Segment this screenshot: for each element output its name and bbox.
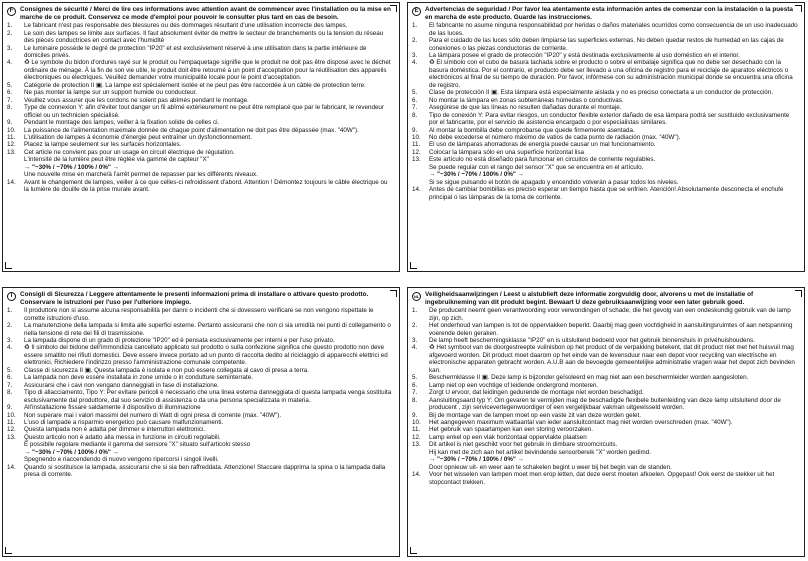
crop-mark [410,262,417,269]
instruction-item [412,22,799,37]
instruction-list [408,307,804,486]
item-number: 11. [412,426,421,434]
item-text: Il produttore non si assume alcuna responsabilità per danni o incidenti che si dovessero verificare se non vengono rispettate le corrette istruzioni d'uso. [24,307,374,322]
instruction-item [412,441,799,471]
item-text: Voor het wisselen van lampen moet men erop letten, dat deze eerst moeten afkoelen. Opgepast! Ook eerst de stekker uit het stopcontact trekken. [429,471,775,486]
item-number: 4. [412,59,418,67]
instruction-item [7,149,394,179]
instruction-item [7,134,394,141]
item-text: Pendant le montage des lampes, veiller à la fixation solide de celles ci. [24,119,220,127]
item-text: L'uso di lampade a risparmio energetico può causare malfunzionamenti. [24,418,224,426]
item-text: Het aangegeven maximum wattaantal van ieder aansluitcontact mag niet worden overschreden (max. "40W"). [429,418,733,426]
item-number: 4. [7,344,13,352]
instruction-item [412,434,799,441]
instruction-item [412,389,799,396]
instruction-item [7,404,394,411]
instruction-item [7,374,394,381]
item-text: El fabricante no asume ninguna responsabilidad por heridas o daños materiales ocurridos como consecuencia de un uso inadecuado de las luces. [429,22,798,37]
panel-spanish-safety [407,2,805,272]
item-number: 2. [7,322,13,330]
item-subtext: Se puede regular con el rango del sensor "X" que se encuentra en el artículo. [429,163,644,171]
item-text: La lámpara posee el grado de protección "IP20" y está destinada exclusivamente al uso doméstico en el interior. [429,52,740,59]
instruction-item [7,104,394,119]
crop-mark [795,5,802,12]
item-number: 4. [7,59,13,67]
panel-french-safety [2,2,400,272]
item-number: 13. [412,156,421,164]
country-flag-icon: F [7,7,16,16]
instruction-list [3,22,399,193]
instruction-item [7,419,394,426]
panel-header [3,288,399,306]
item-number: 3. [7,337,13,344]
instruction-item [412,419,799,426]
item-text: ♻ Het symbool van de doorgestreepte vuilnisbon op het product of de verpakking betekent, dat dit product niet met het huisvuil mag afgevoerd worden. Dit product moet daarom op het einde van de levensduur naar een depot voor recycling van electrische en electronische apparaten gebracht worden. A.U.B aan de bevoegde gemeentelijke administratie vragen waar het depot zich bevinden kan. [429,344,795,374]
item-number: 12. [412,148,421,156]
instruction-item [7,89,394,96]
instruction-item [412,52,799,59]
instruction-item [7,45,394,60]
instruction-item [7,382,394,389]
dimming-levels: → "~30% / ~70% / 100% / 0%" → [24,163,119,171]
item-text: Beschermklasse II ▣. Deze lamp is bijzonder geïsoleerd en mag niet aan een beschermleider worden aangesloten. [429,374,749,382]
item-number: 10. [412,133,421,141]
item-subtext: Spegnendo e riaccendendo di nuovo vengono ripercorsi i singoli livelli. [24,456,219,464]
item-subtext: Door opnieuw uit- en weer aan te schakelen begint u weer bij het begin van de standen. [429,463,672,471]
item-text: All'installazione fissare saldamente il dispositivo di illuminazione [24,404,201,412]
instruction-item [412,397,799,412]
instruction-item [7,22,394,29]
instruction-item [7,344,394,366]
instruction-item [7,426,394,433]
item-text: Assicurarsi che i cavi non vengano danneggiati in fase di installazione. [24,381,219,389]
crop-mark [390,5,397,12]
panel-header [3,3,399,21]
item-number: 14. [7,463,16,471]
instruction-item [412,412,799,419]
item-text: Placez la lampe seulement sur les surfaces horizontales. [24,141,182,149]
instruction-item [7,119,394,126]
item-text: Non superare mai i valori massimi del numero di Watt di ogni presa di corrente (max. "40W"). [24,411,282,419]
item-number: 2. [412,322,418,330]
item-number: 5. [412,89,418,97]
item-text: ♻ El símbolo con el cubo de basura tachada sobre el producto o sobre el embalaje significa que no debe ser desechado con la basura doméstica. Por el contrario, el producto debe ser llevado a una oficina de registro para el reciclaje de aparatos eléctricos o electrónicos al final de su tiempo de duración. Por favor, infórmese con su administración municipal donde se encuentra una oficina de registro. [429,59,793,89]
item-text: Zorgt U ervoor, dat leidingen gedurende de montage niet worden beschadigd. [429,389,644,397]
item-subtext: È possibile regolare mediante il gamma del sensore "X" situato sull'articolo stesso [24,441,251,449]
instruction-item [412,127,799,134]
country-flag-icon: NL [413,294,420,299]
item-number: 9. [412,411,418,419]
item-text: Le fabricant n'est pas responsable des blessures ou des dommages résultant d'une utilisation incorrecte des lampes. [24,22,348,30]
item-text: Het gebruik van spaarlampen kan een storing veroorzaken. [429,426,593,434]
instruction-item [412,149,799,156]
item-number: 14. [7,178,16,186]
item-text: Tipo di allacciamento, Tipo Y: Per evitare pericoli è necessario che una linea esterna danneggiata di questa lampada venga sostituita esclusivamente dal produttore, dal suo servizio di assistenza o da una persona specializzata in materia. [24,389,392,404]
item-text: Ne pas monter la lampe sur un support humide ou conducteur. [24,89,198,97]
instruction-item [7,464,394,479]
item-number: 5. [412,374,418,382]
item-number: 9. [7,404,13,412]
item-number: 13. [7,148,16,156]
item-text: ♻ Il simbolo del bidone dell'immondizia cancellato applicato sul prodotto o sulla confezione significa che questo prodotto non deve essere smaltito nei rifiuti domestici. Deve essere invece portato ad un punto di raccolta dedito al riciclaggio di apparecchi elettrici ed elettronici. Richiedere l'indirizzo presso l'amministrazione comunale competente. [24,344,388,367]
item-number: 10. [412,418,421,426]
instruction-item [7,127,394,134]
item-text: Type de connexion Y: afin d'éviter tout danger un fil abîmé extérieurement ne peut être remplacé que par le fabricant, le revendeur officiel ou un technicien spécialisé. [24,104,384,119]
item-text: Questo articolo non è adatto alla messa in funzione in circuiti regolabili. [24,433,221,441]
crop-mark [390,290,397,297]
instruction-list [408,22,804,201]
instruction-item [7,412,394,419]
item-text: Este artículo no está diseñado para funcionar en circuitos de corriente regulables. [429,156,656,164]
instruction-item [412,59,799,89]
instruction-item [412,141,799,148]
item-text: Tipo de conexión Y: Para evitar riesgos, un conductor flexible exterior dañado de esa lámpara podrá ser sustituido exclusivamente por el fabricante, por el servicio de asistencia encargado o por especialistas similares. [429,111,790,127]
item-text: Avant le changement de lampes, veiller à ce que celles-ci refroidissent d'abord. Attention ! Démontez toujours le câble électrique ou la lumière de douille de la prise murale avant. [24,178,388,194]
crop-mark [795,290,802,297]
item-number: 9. [412,126,418,134]
item-number: 6. [7,374,13,382]
item-number: 2. [7,29,13,37]
item-subtext: L'intensité de la lumière peut être réglée via gamme de capteur "X" [24,156,209,164]
item-text: No montar la lámpara en zonas subterráneas húmedas o conductivas. [429,96,624,104]
country-flag-icon: I [7,292,16,301]
item-text: No debe excederse el número máximo de vatios de cada punto de radiación (max. "40W"). [429,133,681,141]
instruction-item [7,337,394,344]
item-number: 5. [7,366,13,374]
item-number: 12. [412,433,421,441]
item-text: Colocar la lámpara sólo en una superficie horizontal lisa [429,148,584,156]
instruction-item [412,37,799,52]
item-number: 10. [7,411,16,419]
instruction-item [412,382,799,389]
item-number: 7. [412,389,418,397]
instruction-item [412,104,799,111]
item-number: 11. [7,418,16,426]
crop-mark [410,547,417,554]
panel-title: Consigli di Sicurezza / Leggere attentamente le presenti informazioni prima di installare o attivare questo prodotto. Conservare le istruzioni per l'uso per l'ulteriore impiego. [20,291,369,306]
item-text: La lampada dispone di un grado di protezione "IP20" ed è pensata esclusivamente per interni e per l'uso privato. [24,337,335,344]
instruction-list [3,307,399,478]
instruction-item [412,426,799,433]
item-text: Clase de protección II ▣. Esta lámpara está especialmente aislada y no es preciso conectarla a un conductor de protección. [429,89,773,97]
instruction-item [7,389,394,404]
item-number: 8. [7,389,13,397]
instruction-item [7,82,394,89]
item-number: 2. [412,37,418,45]
item-text: Lamp enkel op een vlak horizontaal oppervlakte plaatsen [429,433,587,441]
item-text: La puissance de l'alimentation maximale donnée de chaque point d'alimentation ne doit pas être dépassée (max. "40W"). [24,126,359,134]
item-number: 1. [412,307,418,315]
item-number: 11. [412,141,421,149]
item-number: 12. [7,426,16,434]
item-number: 14. [412,186,421,194]
dimming-levels: → "~30% / ~70% / 100% / 0%" → [24,448,119,456]
item-text: Cet article ne convient pas pour un usage en circuit électrique de régulation. [24,148,235,156]
instruction-item [7,179,394,194]
crop-mark [5,547,12,554]
item-text: L'utilisation de lampes à économie d'énergie peut entraîner un dysfonctionnement. [24,133,252,141]
item-number: 8. [7,104,13,112]
item-number: 8. [412,396,418,404]
item-text: Al montar la bombilla debe comprobarse que quede firmemente asentada. [429,126,635,134]
item-text: De lamp heeft beschermingsklasse "IP20" en is uitsluitend bedoeld voor het gebruik binnenshuis in privéhuishoudens. [429,337,755,344]
item-text: Antes de cambiar bombillas es preciso esperar un tiempo hasta que se enfríen. Atención! Absolutamente desconecta el enchufe principal o las lámparas de la toma de corriente. [429,186,784,201]
panel-title: Consignes de sécurité / Merci de lire ces informations avec attention avant de commencer avec l'installation ou la mise en marche de ce produit. Conservez ce mode d'emploi pour pouvoir le consulter plus tard en cas de besoin. [20,6,391,21]
item-text: Dit artikel is niet geschikt voor het gebruik in dimbare stroomcircuits. [429,441,618,449]
instruction-item [412,97,799,104]
panel-title: Veiligheidsaanwijzingen / Leest u alstublieft deze informatie zorgvuldig door, alvorens u met de installatie of ingebruikneming van dit produkt begint. Bewaart U deze gebruiksaanwijzing voor een later gebruik goed. [425,291,754,306]
item-number: 14. [412,471,421,479]
dimming-levels: → "~30% / ~70% / 100% / 0%" → [429,456,524,464]
item-text: Het onderhoud van lampen is tot de oppervlakken beperkt. Daarbij mag geen vochtigheid in aansluitingsruimtes of aan netspanning voerende delen geraken. [429,322,793,337]
crop-mark [5,262,12,269]
item-number: 3. [412,52,418,59]
item-number: 3. [7,44,13,52]
item-text: Catégorie de protection II ▣. La lampe est spécialement isolée et ne peut pas être raccordée à un câble de protection terre. [24,81,366,89]
panel-dutch-safety [407,287,805,557]
item-text: Lamp niet op een vochtige of leidende ondergrond monteren. [429,381,599,389]
item-text: Le soin des lampes se limite aux surfaces. Il faut absolument éviter de mettre le secteur de branchements ou la tension du réseau des pièces conductrices en contact avec l'humidité [24,29,384,45]
instruction-item [7,30,394,45]
panel-header [408,288,804,306]
item-number: 10. [7,126,16,134]
item-subtext: Si se sigue pulsando el botón de apagado y encendido volverán a pasar todos los niveles. [429,178,679,186]
item-number: 6. [412,381,418,389]
panel-italian-safety [2,287,400,557]
item-number: 1. [412,22,418,30]
instruction-item [412,344,799,374]
item-number: 3. [412,337,418,344]
instruction-item [412,337,799,344]
item-number: 11. [7,133,16,141]
item-text: Aansluitingsaard typ Y: Om gevaren te vermijden mag de beschadigde flexibele buitenleiding van deze lamp uitsluitend door de producent , zijn servicevertegenwoordiger of een vergelijkbaar vakman uitgewisseld worden. [429,396,781,412]
item-text: Asegúrese de que las líneas no resulten dañadas durante el montaje. [429,104,622,112]
panel-header [408,3,804,21]
instruction-item [412,307,799,322]
instruction-item [412,374,799,381]
item-number: 13. [7,433,16,441]
item-number: 4. [412,344,418,352]
item-number: 7. [7,381,13,389]
item-number: 1. [7,22,13,30]
panel-title: Advertencias de seguridad / Por favor lea atentamente esta información antes de comenzar con la instalación o la puesta en marcha de este producto. Guarde las instrucciones. [425,6,793,21]
item-number: 7. [412,104,418,112]
instruction-item [412,471,799,486]
item-text: La manutenzione della lampada si limita alle superfici esterne. Pertanto assicurarsi che non ci sia umidità nei punti di collegamento o nella tensione di rete dei fili di trasmissione. [24,322,391,337]
item-text: Questa lampada non è adatta per dimmer e interruttori elettronici. [24,426,205,434]
item-text: De producent neemt geen verantwoording voor verwondingen of schade, die het gevolg van een ondeskundig gebruik van de lamp zijn, op zich. [429,307,791,322]
instruction-item [412,89,799,96]
item-text: Para el cuidado de las luces sólo deben limpiarse las superficies externas. No deben quedar restos de humedad en las cajas de conexiones o las piezas conductoras de corriente. [429,37,784,52]
instruction-item [7,59,394,81]
instruction-item [412,156,799,186]
instruction-item [7,322,394,337]
instruction-item [7,434,394,464]
item-subtext: Une nouvelle mise en marche/à l'arrêt permet de repasser par les différents niveaux. [24,171,258,179]
item-text: Quando si sostituisce la lampada, assicurarsi che si sia ben raffreddata. Attenzione! Staccare dapprima la spina o la lampada dalla presa di corrente. [24,463,386,479]
item-number: 6. [412,96,418,104]
item-number: 9. [7,119,13,127]
item-number: 1. [7,307,13,315]
dimming-levels: → "~30% / ~70% / 100% / 0%" → [429,171,524,179]
item-text: La lampada non deve essere installata in zone umide o in condutture seminterrate. [24,374,253,382]
instruction-item [7,367,394,374]
item-number: 8. [412,111,418,119]
instruction-item [412,322,799,337]
instruction-item [412,134,799,141]
item-subtext: Hij kan met de zich aan het artikel bevindende sensorbereik "X" worden gedimd. [429,448,651,456]
item-text: ♻ Le symbole du bidon d'ordures rayé sur le produit ou l'empaquetage signifie que le produit ne doit pas être disposé avec le déchet ordinaire de ménage. À la fin de son vie utile, le produit doit être retourné à un point d'acceptation pour la réutilisation des appareils électroniques ou électriques. Veuillez demander votre municipalité locale pour le point d'acceptation. [24,59,391,82]
item-number: 6. [7,89,13,97]
instruction-item [7,97,394,104]
instruction-item [7,141,394,148]
item-text: Le luminaire possède le degré de protection "IP20" et est exclusivement réservé à une utilisation dans la partie intérieure de domiciles privés. [24,44,367,59]
item-text: El uso de lámparas ahorradoras de energía puede causar un mal funcionamiento. [429,141,656,149]
item-number: 7. [7,96,13,104]
instruction-item [412,186,799,201]
item-number: 13. [412,441,421,449]
instruction-item [412,112,799,127]
instruction-item [7,307,394,322]
item-text: Bij de montage van de lampen moet op een vaste zit van deze worden gelet. [429,411,641,419]
item-number: 12. [7,141,16,149]
item-text: Veuillez vous assurer que les cordons ne soient pas abîmés pendant le montage. [24,96,249,104]
item-number: 5. [7,81,13,89]
item-text: Classe di sicurezza II ▣. Questa lampada è isolata e non può essere collegata al cavo di presa a terra. [24,366,309,374]
country-flag-icon: E [412,7,421,16]
